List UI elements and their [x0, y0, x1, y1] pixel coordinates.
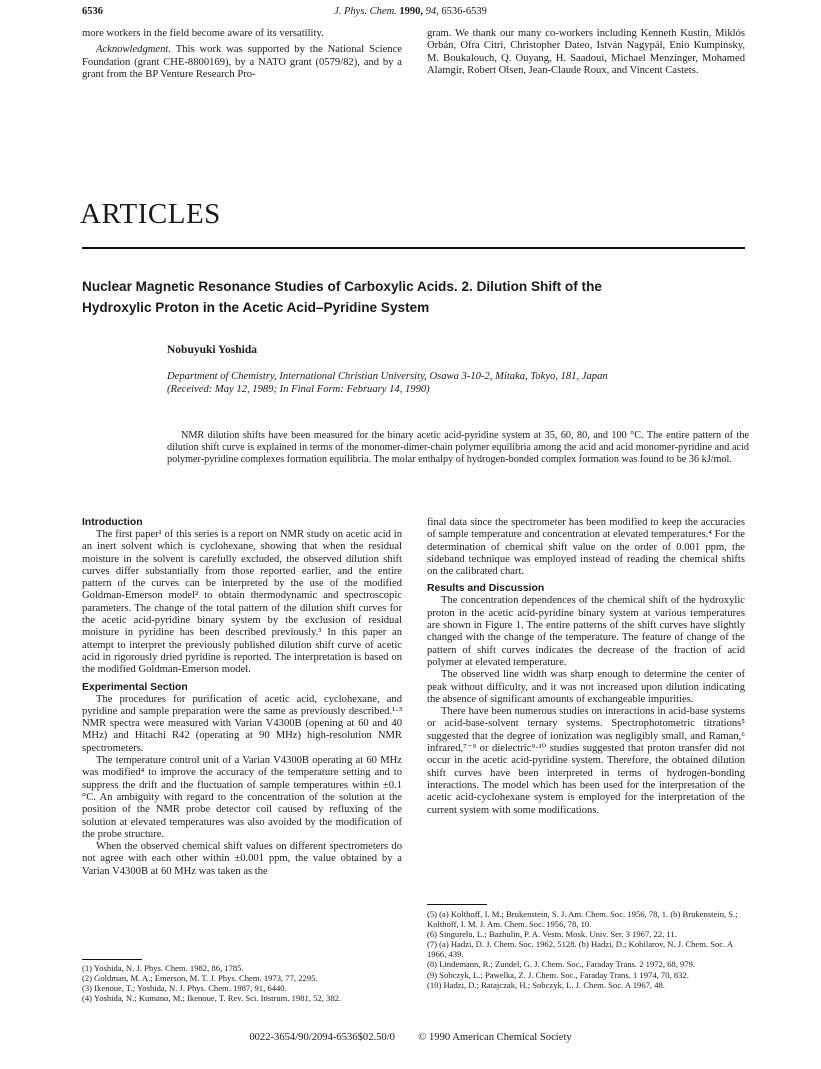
footnote-rule-left	[82, 959, 142, 960]
reference-item: (8) Lindemann, R.; Zundel, G. J. Chem. Soc., Faraday Trans. 2 1972, 68, 979.	[427, 959, 696, 970]
affiliation-line: Department of Chemistry, International Christian University, Osawa 3-10-2, Mitaka, Tokyo, 181, Japan	[167, 371, 608, 382]
author-affiliation	[167, 370, 747, 396]
journal-volume: 94,	[425, 6, 439, 17]
intro-heading: Introduction	[82, 517, 143, 528]
results-paragraph-1: The concentration dependences of the chemical shift of the hydroxylic proton in the acetic acid-pyridine binary system at various temperatures are shown in Figure 1. The entire patterns of the shift curves have slightly changed with the change of the temperature. The feature of change of the pattern of shift curves indicates the decrease of the fraction of acid polymer at elevated temperature.	[427, 595, 745, 668]
reference-item: (10) Hadzi, D.; Ratajczak, H.; Sobczyk, L. J. Chem. Soc. A 1967, 48.	[427, 979, 665, 990]
reference-item: (3) Ikenoue, T.; Yoshida, N. J. Phys. Chem. 1987, 91, 6440.	[82, 983, 287, 994]
reference-item: (4) Yoshida, N.; Kumano, M.; Ikenoue, T. Rev. Sci. Instrum. 1981, 52, 382.	[82, 993, 342, 1004]
intro-paragraph: The first paper¹ of this series is a report on NMR study on acetic acid in an inert solvent which is cyclohexane, showing that when the residual moisture in the solvent is carefully excluded, the observed dilution shift curves differ substantially from those reported earlier, and the entire pattern of the curves can be interpreted by the use of the modified Goldman-Emerson model² to obtain thermodynamic and spectroscopic parameters. The change of the total pattern of the dilution shift curves for the acetic acid-pyridine binary system by the exclusion of residual moisture in pyridine has been described previously.³ In this paper an attempt to interpret the previously published dilution shift curve of acetic acid in rigorously dried pyridine is reported. The interpretation is based on the modified Goldman-Emerson model.	[82, 529, 402, 676]
acknowledgment	[82, 44, 402, 81]
reference-item: (6) Singurelu, L.; Bazhulin, P. A. Vestn. Mosk. Univ. Ser. 3 1967, 22, 11.	[427, 929, 677, 940]
received-dates: (Received: May 12, 1989; In Final Form: February 14, 1990)	[167, 384, 430, 395]
prev-article-left	[82, 28, 402, 81]
title-line-2: Hydroxylic Proton in the Acetic Acid–Pyridine System	[82, 300, 430, 315]
reference-item: (1) Yoshida, N. J. Phys. Chem. 1982, 86, 1785.	[82, 963, 244, 973]
results-heading: Results and Discussion	[427, 583, 545, 595]
prev-article-line: more workers in the field become aware of its versatility.	[82, 28, 324, 39]
journal-code: 0022-3654/90/2094-6536$02.50/0	[249, 1032, 395, 1043]
footnote-rule-right	[427, 904, 487, 905]
experimental-paragraph-3: When the observed chemical shift values on different spectrometers do not agree with each other within ±0.001 ppm, the value obtained by a Varian V4300B at 60 MHz was taken as the	[82, 841, 402, 877]
journal-name: J. Phys. Chem.	[334, 6, 397, 17]
continued-paragraph: final data since the spectrometer has been modified to keep the accuracies of sample temperature and concentration at elevated temperatures.⁴ For the determination of chemical shift value on the order of 0.001 ppm, the sideband technique was employed instead of reading the chemical shifts on the calibrated chart.	[427, 517, 745, 578]
banner-rule	[82, 247, 745, 249]
results-paragraph-3: There have been numerous studies on interactions in acid-base systems or acid-base-solvent ternary systems. Spectrophotometric titrations⁵ suggested that the degree of ionization was negligibly small, and Raman,⁶ infrared,⁷⁻⁹ or dielectric⁹·¹⁰ studies suggested that proton transfer did not occur in the acetic acid-pyridine system. Therefore, the obtained dilution shift curves have been interpreted in terms of hydrogen-bonding interactions. The model which has been used for the interpretation of the acetic acid-cyclohexane system is employed for the interpretation of the current system with some modifications.	[427, 706, 745, 816]
running-header	[0, 6, 821, 17]
abstract: NMR dilution shifts have been measured for the binary acetic acid-pyridine system at 35, 60, 80, and 100 °C. The entire pattern of the dilution shift curve is explained in terms of the monomer-dimer-chain polymer equilibria among the acid and acid monomer-pyridine and acid polymer-pyridine complexes formation equilibria. The molar enthalpy of hydrogen-bonded complex formation was found to be 36 kJ/mol.	[167, 430, 749, 465]
left-references	[82, 963, 402, 1003]
article-title	[82, 276, 752, 318]
acknowledgment-label: Acknowledgment.	[96, 44, 172, 56]
page-footer	[0, 1032, 821, 1043]
right-references	[427, 909, 745, 990]
reference-item: (7) (a) Hadzi, D. J. Chem. Soc. 1962, 5128. (b) Hadzi, D.; Kobilarov, N. J. Chem. Soc. A 1966, 439.	[427, 939, 733, 960]
section-banner: ARTICLES	[80, 198, 221, 230]
experimental-heading: Experimental Section	[82, 681, 188, 693]
author-name: Nobuyuki Yoshida	[167, 344, 258, 356]
reference-item: (2) Goldman, M. A.; Emerson, M. T. J. Phys. Chem. 1973, 77, 2295.	[82, 973, 318, 984]
experimental-paragraph-1: The procedures for purification of acetic acid, cyclohexane, and pyridine and sample preparation were the same as previously described.¹·³ NMR spectra were measured with Varian V4300B (opening at 60 and 40 MHz) and Hitachi R42 (operating at 90 MHz) high-resolution NMR spectrometers.	[82, 693, 402, 754]
title-line-1: Nuclear Magnetic Resonance Studies of Carboxylic Acids. 2. Dilution Shift of the	[82, 279, 602, 294]
acknowledgment-text: This work was supported by the National Science Foundation (grant CHE-8800169), by a NATO grant (0579/82), and by a grant from the BP Venture Research Pro-	[82, 44, 402, 80]
journal-pages: 6536-6539	[441, 6, 487, 17]
left-column	[82, 517, 402, 878]
reference-item: (5) (a) Kolthoff, I. M.; Brukenstein, S. J. Am. Chem. Soc. 1956, 78, 1. (b) Brukenstein, S.; Kolthoff, I. M. J. Am. Chem. Soc. 1956, 78, 10.	[427, 909, 738, 930]
experimental-paragraph-2: The temperature control unit of a Varian V4300B operating at 60 MHz was modified⁴ to improve the accuracy of the temperature setting and to suppress the drift and the fluctuation of sample temperatures within ±0.1 °C. An ambiguity with regard to the concentration of the solution at the position of the NMR probe detector coil caused by refluxing of the solution at elevated temperatures was also avoided by the modification of the probe structure.	[82, 755, 402, 840]
journal-year: 1990,	[399, 6, 424, 17]
right-column	[427, 517, 745, 817]
reference-item: (9) Sobczyk, L.; Pawelka, Z. J. Chem. Soc., Faraday Trans. 1 1974, 70, 832.	[427, 969, 689, 980]
copyright-notice: © 1990 American Chemical Society	[418, 1032, 572, 1043]
page-number: 6536	[82, 6, 103, 17]
results-paragraph-2: The observed line width was sharp enough to determine the center of peak without difficulty, and it was not increased upon dilution indicating the absence of significant amounts of exchangeable impurities.	[427, 669, 745, 705]
prev-article-right: gram. We thank our many co-workers including Kenneth Kustin, Miklós Orbán, Ofra Citri, Christopher Dateo, István Nagypál, Enio Kumpinsky, M. Boukalouch, Q. Ouyang, H. Saadoui, Michael Menzinger, Mohamed Alamgir, Robert Olsen, Jean-Claude Roux, and Vincent Castets.	[427, 28, 745, 76]
